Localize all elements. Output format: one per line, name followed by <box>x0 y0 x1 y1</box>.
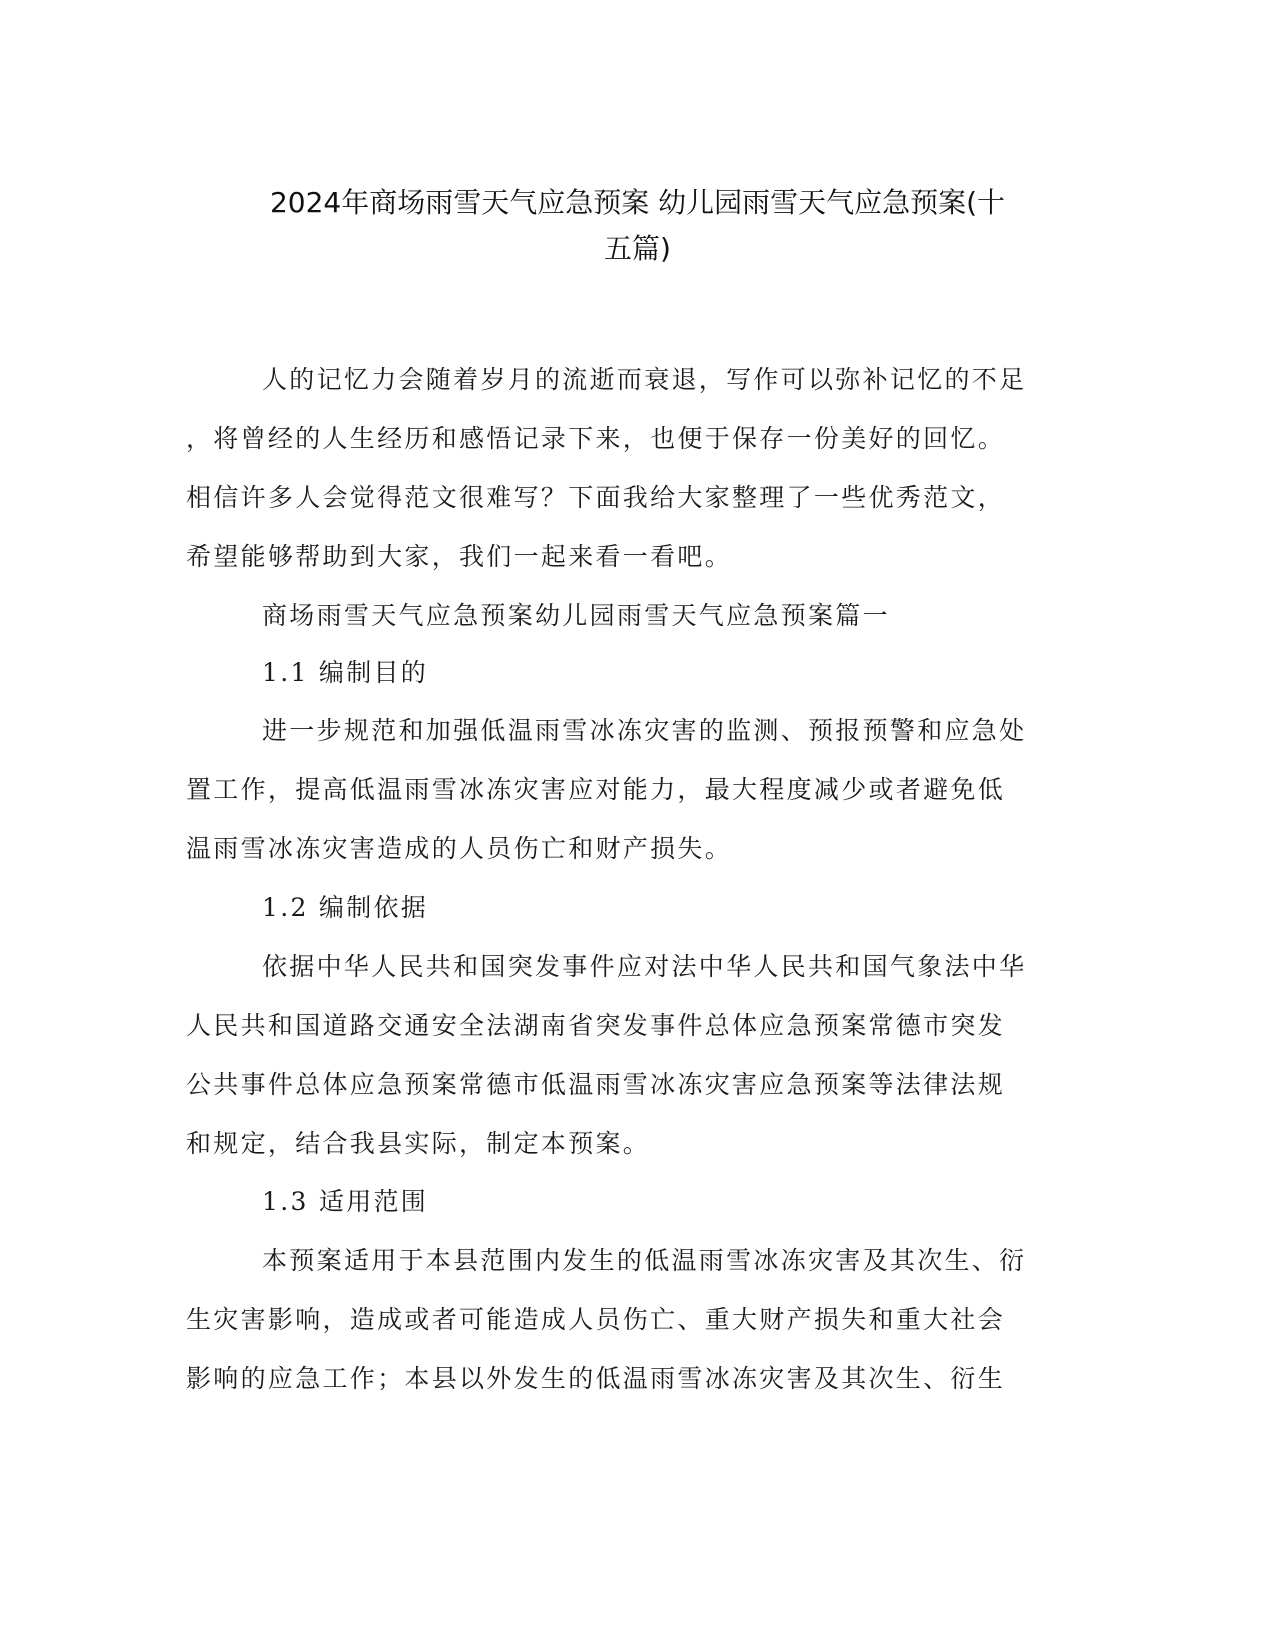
paragraph-1-3-line-2: 生灾害影响，造成或者可能造成人员伤亡、重大财产损失和重大社会 <box>186 1305 1006 1334</box>
paragraph-1-3-line-1: 本预案适用于本县范围内发生的低温雨雪冰冻灾害及其次生、衍 <box>262 1246 1027 1275</box>
section-heading-1-2: 1.2 编制依据 <box>262 893 429 922</box>
intro-line-4: 希望能够帮助到大家，我们一起来看一看吧。 <box>186 542 733 571</box>
paragraph-1-2-line-2: 人民共和国道路交通安全法湖南省突发事件总体应急预案常德市突发 <box>186 1011 1006 1040</box>
paragraph-1-1-line-1: 进一步规范和加强低温雨雪冰冻灾害的监测、预报预警和应急处 <box>262 716 1027 745</box>
paragraph-1-2-line-1: 依据中华人民共和国突发事件应对法中华人民共和国气象法中华 <box>262 952 1027 981</box>
paragraph-1-1-line-2: 置工作，提高低温雨雪冰冻灾害应对能力，最大程度减少或者避免低 <box>186 775 1006 804</box>
document-title <box>150 180 1125 272</box>
section-heading-1-3: 1.3 适用范围 <box>262 1187 429 1216</box>
paragraph-1-1-line-3: 温雨雪冰冻灾害造成的人员伤亡和财产损失。 <box>186 834 733 863</box>
title-line-1: 2024年商场雨雪天气应急预案 幼儿园雨雪天气应急预案(十 <box>269 186 1006 219</box>
title-line-2: 五篇) <box>604 232 671 265</box>
intro-line-3: 相信许多人会觉得范文很难写？下面我给大家整理了一些优秀范文， <box>186 483 1006 512</box>
paragraph-1-2-line-4: 和规定，结合我县实际，制定本预案。 <box>186 1129 651 1158</box>
intro-line-2: ，将曾经的人生经历和感悟记录下来，也便于保存一份美好的回忆。 <box>186 424 1006 453</box>
section-heading-chapter-1: 商场雨雪天气应急预案幼儿园雨雪天气应急预案篇一 <box>262 601 890 630</box>
paragraph-1-3-line-3: 影响的应急工作；本县以外发生的低温雨雪冰冻灾害及其次生、衍生 <box>186 1364 1006 1393</box>
paragraph-1-2-line-3: 公共事件总体应急预案常德市低温雨雪冰冻灾害应急预案等法律法规 <box>186 1070 1006 1099</box>
section-heading-1-1: 1.1 编制目的 <box>262 658 429 687</box>
intro-line-1: 人的记忆力会随着岁月的流逝而衰退，写作可以弥补记忆的不足 <box>262 365 1027 394</box>
